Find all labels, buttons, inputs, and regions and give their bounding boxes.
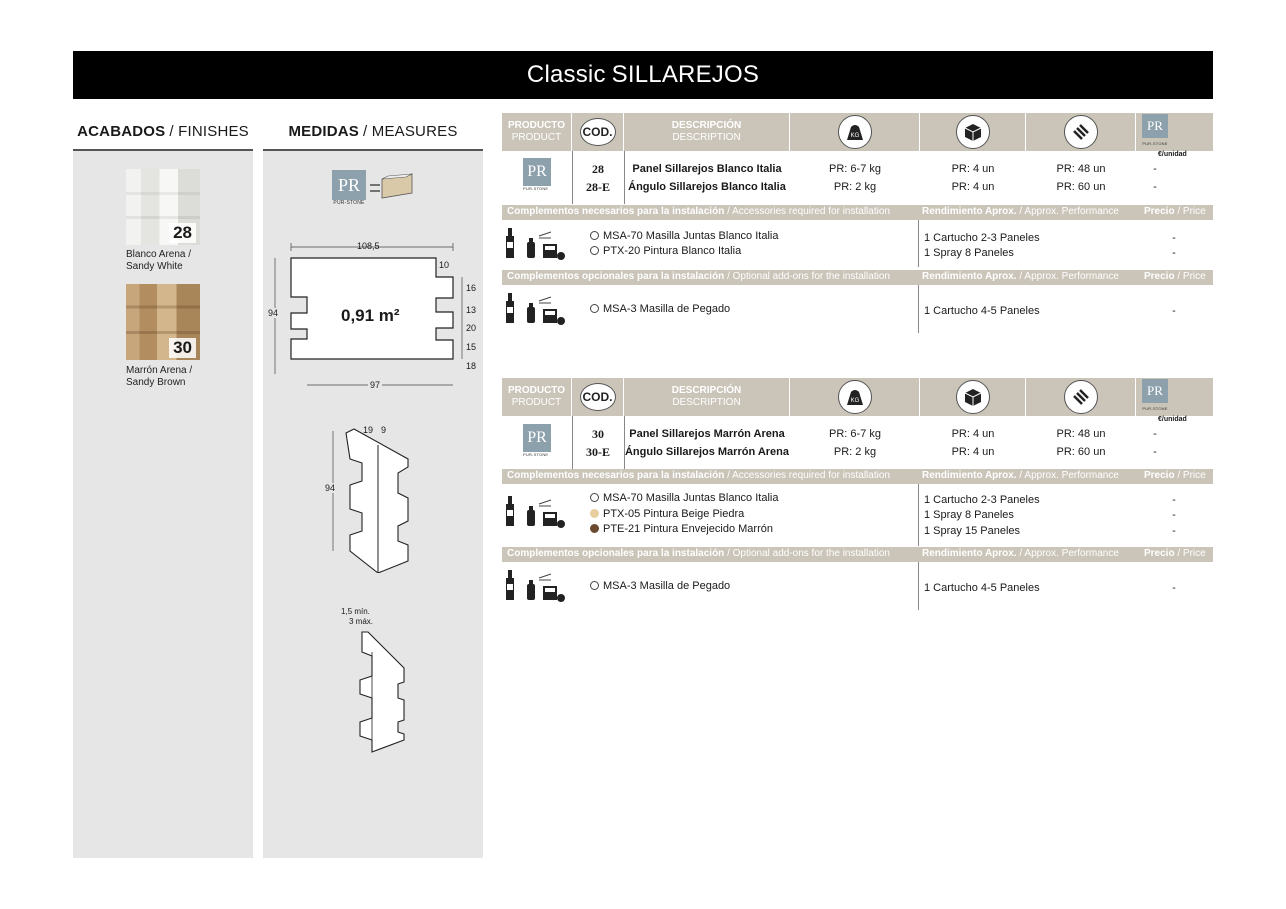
header-box: [920, 378, 1026, 416]
bar-perf-en: / Approx. Performance: [1019, 206, 1119, 217]
header-description-es: DESCRIPCIÓN: [671, 120, 742, 131]
row-price: -: [1153, 428, 1157, 440]
color-dot-icon: [590, 231, 599, 240]
bar-price-es: Precio: [1144, 206, 1175, 217]
bar-label-es: Complementos necesarios para la instalación: [507, 206, 725, 217]
pr-logo: [523, 158, 551, 191]
table-header: [502, 113, 1213, 151]
pr-logo-text: PUR-STONE: [523, 452, 549, 457]
header-product: [502, 378, 572, 416]
pr-logo-mark: PR: [1142, 114, 1168, 138]
color-dot-icon: [590, 304, 599, 313]
finishes-heading-rest: / FINISHES: [169, 122, 249, 140]
optional-item: [590, 579, 730, 594]
unit-label: €/unidad: [1158, 416, 1187, 423]
bar-label-en: / Optional add-ons for the installation: [727, 548, 890, 559]
bar-price-es: Precio: [1144, 271, 1175, 282]
row-description: Ángulo Sillarejos Marrón Arena: [624, 446, 789, 458]
divider: [624, 416, 625, 469]
measures-column: [263, 113, 483, 858]
accessory-tools-icon: [503, 568, 569, 606]
bar-label-es: Complementos opcionales para la instalación: [507, 271, 725, 282]
required-performance: 1 Cartucho 2-3 Paneles: [924, 494, 1040, 506]
pr-logo-text: PUR-STONE: [523, 186, 549, 191]
panel-thumbnail-icon: [368, 171, 418, 201]
row-pallet: PR: 60 un: [1056, 181, 1106, 193]
optional-item-name: MSA-3 Masilla de Pegado: [603, 303, 731, 315]
required-item: [590, 507, 744, 522]
required-performance: 1 Spray 15 Paneles: [924, 525, 1021, 537]
required-item-name: MSA-70 Masilla Juntas Blanco Italia: [603, 492, 779, 504]
bar-price-en: / Price: [1177, 470, 1206, 481]
header-product-es: PRODUCTO: [507, 385, 566, 396]
header-description-en: DESCRIPTION: [672, 132, 741, 143]
header-cod-label: COD.: [580, 118, 616, 146]
row-price: -: [1153, 163, 1157, 175]
row-price: -: [1153, 446, 1157, 458]
optional-addons-bar: [502, 270, 1213, 285]
box-icon: [956, 380, 990, 414]
required-item-name: PTX-20 Pintura Blanco Italia: [603, 245, 742, 257]
header-price: [1136, 378, 1174, 416]
header-price: [1136, 113, 1174, 151]
divider: [918, 220, 919, 267]
row-pallet: PR: 60 un: [1056, 446, 1106, 458]
title-main: SILLAREJOS: [611, 61, 760, 88]
accessory-tools-icon: [503, 226, 569, 264]
finish-label-es: Blanco Arena /: [126, 249, 192, 260]
divider: [918, 562, 919, 610]
divider: [572, 416, 573, 469]
bar-perf-es: Rendimiento Aprox.: [922, 206, 1017, 217]
accessory-tools-icon: [503, 494, 569, 532]
panel-top-width: 108,5: [357, 241, 380, 251]
finishes-heading: [73, 113, 253, 151]
bar-perf-es: Rendimiento Aprox.: [922, 548, 1017, 559]
bar-price-en: / Price: [1177, 548, 1206, 559]
finish-label-es: Marrón Arena /: [126, 365, 193, 376]
row-pallet: PR: 48 un: [1056, 428, 1106, 440]
bar-label-en: / Optional add-ons for the installation: [727, 271, 890, 282]
box-icon: [956, 115, 990, 149]
color-dot-icon: [590, 246, 599, 255]
beige-dot-icon: [590, 509, 599, 518]
header-weight: [790, 113, 920, 151]
row-box: PR: 4 un: [951, 428, 995, 440]
divider: [918, 285, 919, 333]
bar-perf-en: / Approx. Performance: [1019, 470, 1119, 481]
profile-min: 1,5 mín.: [341, 607, 370, 616]
pr-logo-mark: PR: [523, 424, 551, 452]
corner-height: 94: [325, 483, 336, 493]
row-box: PR: 4 un: [951, 446, 995, 458]
panel-dim: 20: [466, 323, 477, 333]
finish-swatch-brown: [126, 284, 200, 360]
header-pallet: [1026, 113, 1136, 151]
bar-perf-es: Rendimiento Aprox.: [922, 470, 1017, 481]
row-description: Panel Sillarejos Marrón Arena: [629, 428, 785, 440]
header-description-en: DESCRIPTION: [672, 397, 741, 408]
kg-icon-text: KG: [850, 133, 859, 139]
optional-price: -: [1172, 582, 1176, 594]
bar-label-es: Complementos necesarios para la instalación: [507, 470, 725, 481]
required-item: [590, 244, 741, 259]
finish-code: 30: [169, 338, 196, 358]
color-dot-icon: [590, 581, 599, 590]
bar-price-es: Precio: [1144, 470, 1175, 481]
row-price: -: [1153, 181, 1157, 193]
header-product-en: PRODUCT: [511, 132, 562, 143]
finish-label: [126, 365, 192, 389]
row-pallet: PR: 48 un: [1056, 163, 1106, 175]
optional-price: -: [1172, 305, 1176, 317]
header-description: [624, 378, 790, 416]
finish-swatch-white: [126, 169, 200, 245]
bar-perf-es: Rendimiento Aprox.: [922, 271, 1017, 282]
panel-height: 94: [268, 308, 279, 318]
optional-addons-bar: [502, 547, 1213, 562]
required-performance: 1 Spray 8 Paneles: [924, 247, 1014, 259]
required-item: [590, 522, 773, 537]
row-cod: 30: [592, 427, 604, 441]
measures-heading-rest: / MEASURES: [363, 122, 458, 140]
optional-item: [590, 302, 730, 317]
panel-dim: 18: [466, 361, 477, 371]
optional-performance: 1 Cartucho 4-5 Paneles: [924, 582, 1040, 594]
pr-logo-mark: PR: [332, 170, 366, 200]
divider: [624, 151, 625, 204]
required-item: [590, 229, 778, 244]
pr-logo-text: PUR-STONE: [1142, 141, 1168, 146]
panel-dim: 13: [466, 305, 477, 315]
header-cod: [572, 113, 624, 151]
finishes-heading-bold: ACABADOS: [77, 122, 166, 140]
page-title-bar: [73, 51, 1213, 99]
measures-heading: [263, 113, 483, 151]
title-prefix: Classic: [526, 61, 606, 88]
header-product-es: PRODUCTO: [507, 120, 566, 131]
header-product: [502, 113, 572, 151]
header-box: [920, 113, 1026, 151]
required-price: -: [1172, 494, 1176, 506]
required-price: -: [1172, 247, 1176, 259]
pallet-icon: [1064, 115, 1098, 149]
header-weight: [790, 378, 920, 416]
panel-dim: 16: [466, 283, 477, 293]
pr-logo-text: PUR-STONE: [333, 200, 365, 206]
required-price: -: [1172, 525, 1176, 537]
table-header: [502, 378, 1213, 416]
accessory-tools-icon: [503, 291, 569, 329]
row-weight: PR: 2 kg: [833, 181, 877, 193]
panel-area: 0,91 m²: [341, 306, 400, 325]
weight-icon: [838, 115, 872, 149]
row-cod: 28-E: [586, 180, 610, 194]
pr-logo-text: PUR-STONE: [1142, 406, 1168, 411]
header-cod: [572, 378, 624, 416]
measures-heading-bold: MEDIDAS: [288, 122, 360, 140]
bar-price-en: / Price: [1177, 206, 1206, 217]
profile-max: 3 máx.: [349, 617, 374, 626]
required-item: [590, 491, 778, 506]
bar-label-es: Complementos opcionales para la instalación: [507, 548, 725, 559]
profile-measure-diagram: [348, 628, 418, 758]
row-weight: PR: 6-7 kg: [829, 163, 881, 175]
pr-logo: [332, 170, 366, 206]
required-performance: 1 Spray 8 Paneles: [924, 509, 1014, 521]
required-price: -: [1172, 232, 1176, 244]
bar-label-en: / Accessories required for installation: [727, 206, 890, 217]
finish-label-en: Sandy White: [126, 261, 183, 272]
kg-icon-text: KG: [850, 398, 859, 404]
pr-logo-mark: PR: [1142, 379, 1168, 403]
finish-label: [126, 249, 191, 273]
corner-measure-diagram: [318, 423, 428, 573]
required-item-name: MSA-70 Masilla Juntas Blanco Italia: [603, 230, 779, 242]
required-item-name: PTE-21 Pintura Envejecido Marrón: [603, 523, 773, 535]
pr-logo: [523, 424, 551, 457]
panel-bottom-width: 97: [370, 380, 381, 390]
row-weight: PR: 6-7 kg: [829, 428, 881, 440]
finish-code: 28: [169, 223, 196, 243]
header-description-es: DESCRIPCIÓN: [671, 385, 742, 396]
row-box: PR: 4 un: [951, 163, 995, 175]
unit-label: €/unidad: [1158, 151, 1187, 158]
bar-label-en: / Accessories required for installation: [727, 470, 890, 481]
brown-dot-icon: [590, 524, 599, 533]
bar-price-es: Precio: [1144, 548, 1175, 559]
corner-dim-b: 9: [381, 425, 387, 435]
optional-performance: 1 Cartucho 4-5 Paneles: [924, 305, 1040, 317]
header-cod-label: COD.: [580, 383, 616, 411]
required-accessories-bar: [502, 205, 1213, 220]
divider: [918, 484, 919, 546]
color-dot-icon: [590, 493, 599, 502]
finishes-column: [73, 113, 253, 858]
row-description: Ángulo Sillarejos Blanco Italia: [628, 181, 786, 193]
pr-logo-mark: PR: [523, 158, 551, 186]
required-performance: 1 Cartucho 2-3 Paneles: [924, 232, 1040, 244]
row-weight: PR: 2 kg: [833, 446, 877, 458]
header-product-en: PRODUCT: [511, 397, 562, 408]
panel-dim: 15: [466, 342, 477, 352]
required-item-name: PTX-05 Pintura Beige Piedra: [603, 508, 745, 520]
required-accessories-bar: [502, 469, 1213, 484]
corner-dim-a: 19: [363, 425, 374, 435]
header-description: [624, 113, 790, 151]
required-price: -: [1172, 509, 1176, 521]
optional-item-name: MSA-3 Masilla de Pegado: [603, 580, 731, 592]
weight-icon: [838, 380, 872, 414]
bar-perf-en: / Approx. Performance: [1019, 271, 1119, 282]
header-pallet: [1026, 378, 1136, 416]
finish-label-en: Sandy Brown: [126, 377, 186, 388]
row-cod: 30-E: [586, 445, 610, 459]
divider: [572, 151, 573, 204]
row-description: Panel Sillarejos Blanco Italia: [632, 163, 782, 175]
pallet-icon: [1064, 380, 1098, 414]
panel-dim: 10: [439, 260, 450, 270]
bar-perf-en: / Approx. Performance: [1019, 548, 1119, 559]
row-box: PR: 4 un: [951, 181, 995, 193]
bar-price-en: / Price: [1177, 271, 1206, 282]
row-cod: 28: [592, 162, 604, 176]
